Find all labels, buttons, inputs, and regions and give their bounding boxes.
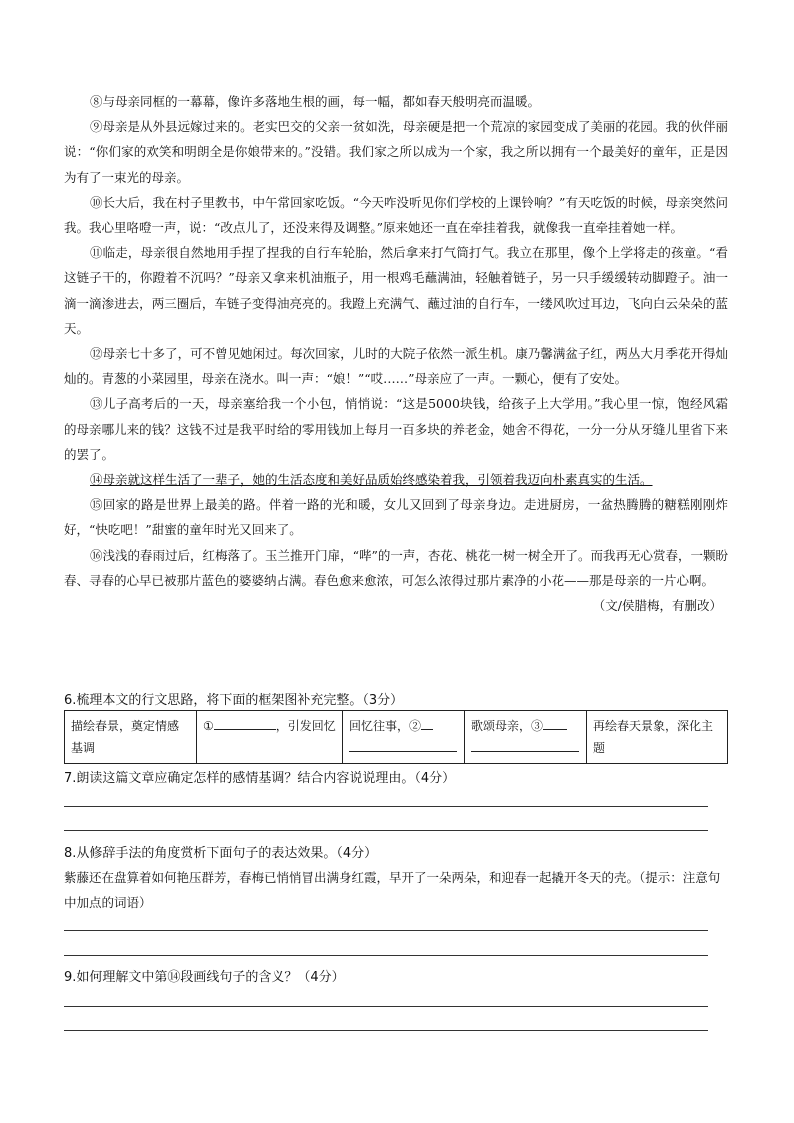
paragraph-11: ⑪临走，母亲很自然地用手捏了捏我的自行车轮胎，然后拿来打气筒打气。我立在那里，像个上学将走的孩童。“看这链子干的，你蹬着不沉吗？”母亲又拿来机油瓶子，用一根鸡毛蘸满油，轻触着链子，另一只手缓缓转动脚蹬子。油一滴一滴渗进去，两三圈后，车链子变得油亮亮的。我蹬上充满气、蘸过油的自行车，一缕风吹过耳边，飞向白云朵朵的蓝天。	[64, 245, 728, 336]
question-6-prompt: 6.梳理本文的行文思路，将下面的框架图补充完整。（3分）	[64, 693, 404, 708]
answer-line-q9-2[interactable]	[64, 1030, 708, 1031]
paragraph-13: ⑬儿子高考后的一天，母亲塞给我一个小包，悄悄说：“这是5000块钱，给孩子上大学用。”我心里一惊，饱经风霜的母亲哪儿来的钱？这钱不过是我平时给的零用钱加上每月一百多块的养老金，她舍不得花，一分一分从牙缝儿里省下来的罢了。	[64, 396, 728, 462]
frame-cell-2-marker: ①	[203, 719, 214, 733]
question-8-sentence: 紫藤还在盘算着如何艳压群芳，春梅已悄悄冒出满身红霞，早开了一朵两朵，和迎春一起撬开冬天的壳。（提示：注意句中加点的词语）	[64, 870, 721, 910]
frame-cell-3	[343, 711, 465, 764]
answer-blank-2b[interactable]	[349, 737, 457, 752]
answer-line-q8-2[interactable]	[64, 955, 708, 956]
paragraph-12: ⑫母亲七十多了，可不曾见她闲过。每次回家，儿时的大院子依然一派生机。康乃馨满盆子红，两丛大月季花开得灿灿的。青葱的小菜园里，母亲在浇水。叫一声：“娘！”“哎……”母亲应了一声。一颗心，便有了安处。	[64, 346, 728, 387]
frame-cell-2-suffix: ，引发回忆	[275, 719, 336, 733]
paragraph-15: ⑮回家的路是世界上最美的路。伴着一路的光和暖，女儿又回到了母亲身边。走进厨房，一盆热腾腾的糖糕刚刚炸好，“快吃吧！”甜蜜的童年时光又回来了。	[64, 497, 728, 538]
answer-line-q7-2[interactable]	[64, 830, 708, 831]
question-8-prompt: 8.从修辞手法的角度赏析下面句子的表达效果。（4分）	[64, 846, 378, 861]
paragraph-9: ⑨母亲是从外县远嫁过来的。老实巴交的父亲一贫如洗，母亲硬是把一个荒凉的家园变成了美丽的花园。我的伙伴丽说：“你们家的欢笑和明朗全是你娘带来的。”没错。我们家之所以成为一个家，我之所以拥有一个最美好的童年，正是因为有了一束光的母亲。	[64, 119, 728, 185]
answer-line-q8-1[interactable]	[64, 930, 708, 931]
question-9-prompt: 9.如何理解文中第⑭段画线句子的含义？（4分）	[64, 970, 345, 985]
frame-cell-3-label: 回忆往事，②	[349, 719, 422, 733]
answer-line-q7-1[interactable]	[64, 806, 708, 807]
underlined-sentence: ⑭母亲就这样生活了一辈子，她的生活态度和美好品质始终感染着我，引领着我迈向朴素真实的生活。	[90, 472, 653, 488]
paragraph-8: ⑧与母亲同框的一幕幕，像许多落地生根的画，每一幅，都如春天般明亮而温暖。	[90, 94, 541, 109]
answer-blank-1[interactable]	[214, 715, 276, 730]
frame-cell-4-label: 歌颂母亲，③	[471, 719, 544, 733]
paragraph-10: ⑩长大后，我在村子里教书，中午常回家吃饭。“今天咋没听见你们学校的上课铃响？”有天吃饭的时候，母亲突然问我。我心里咯噔一声，说：“改点儿了，还没来得及调整。”原来她还一直在牵挂着我，就像我一直牵挂着她一样。	[64, 194, 728, 236]
answer-blank-2a[interactable]	[421, 715, 433, 730]
question-7-prompt: 7.朗读这篇文章应确定怎样的感情基调？结合内容说说理由。（4分）	[64, 771, 456, 786]
answer-blank-3a[interactable]	[543, 715, 567, 730]
frame-cell-1: 描绘春景，奠定情感基调	[65, 711, 197, 764]
paragraph-16: ⑯浅浅的春雨过后，红梅落了。玉兰推开门扉，“哔”的一声，杏花、桃花一树一树全开了。而我再无心赏春，一颗盼春、寻春的心早已被那片蓝色的婆婆纳占满。春色愈来愈浓，可怎么浓得过那片素净的小花——那是母亲的一片心啊。	[64, 547, 728, 588]
framework-table	[64, 710, 728, 764]
source-credit: （文/侯腊梅，有删改）	[592, 598, 722, 614]
answer-line-q9-1[interactable]	[64, 1006, 708, 1007]
frame-cell-4	[465, 711, 587, 764]
paragraph-14	[64, 467, 728, 492]
reading-passage	[64, 89, 728, 618]
frame-cell-5: 再绘春天景象，深化主题	[587, 711, 728, 764]
answer-blank-3b[interactable]	[471, 737, 579, 752]
frame-cell-2	[197, 711, 343, 764]
